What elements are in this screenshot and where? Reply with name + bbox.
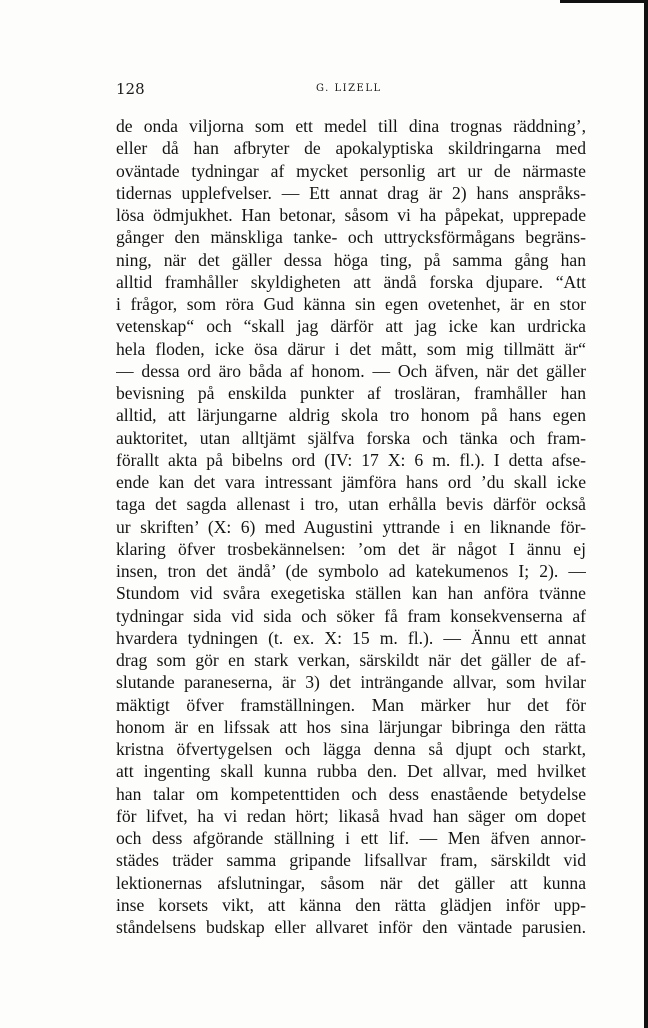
text-line: förallt akta på bibelns ord (IV: 17 X: 6 m. fl.). I detta afse- — [116, 449, 586, 470]
text-line: slutande paraneserna, är 3) det inträngande allvar, som hvilar — [116, 672, 586, 693]
text-line: honom är en lifssak att hos sina lärjungar bibringa den rätta — [116, 716, 586, 737]
text-line: gånger den mänskliga tanke- och uttrycksförmågans begräns- — [116, 227, 586, 248]
text-line: ende kan det vara intressant jämföra hans ord ’du skall icke — [116, 472, 586, 492]
text-line: Stundom vid svåra exegetiska ställen kan han anföra tvänne — [116, 583, 586, 604]
text-line: ståndelsens budskap eller allvaret inför den väntade parusien. — [116, 917, 586, 937]
text-line: i frågor, som röra Gud känna sin egen ovetenhet, är en stor — [116, 294, 586, 314]
body-text — [116, 115, 586, 938]
page-number: 128 — [116, 80, 145, 98]
page-header — [116, 80, 586, 100]
text-line: insen, tron det ändå’ (de symbolo ad katekumenos I; 2). — — [116, 561, 586, 581]
text-line: att ingenting skall kunna rubba den. Det allvar, med hvilket — [116, 761, 586, 782]
text-line: ur skriften’ (X: 6) med Augustini yttrande i en liknande för- — [116, 516, 586, 537]
text-line: han talar om kompetenttiden och dess enastående betydelse — [116, 783, 586, 804]
text-line: mäktigt öfver framställningen. Man märker hur det för — [116, 694, 586, 715]
running-head: G. LIZELL — [316, 83, 382, 94]
text-line: lektionernas afslutningar, såsom när det gäller att kunna — [116, 872, 586, 893]
text-line: lösa ödmjukhet. Han betonar, såsom vi ha påpekat, upprepade — [116, 205, 586, 225]
scan-edge-top — [560, 0, 648, 3]
text-line: inse korsets vikt, att känna den rätta glädjen inför upp- — [116, 894, 586, 915]
text-line: tydningar sida vid sida och söker få fram konsekvenserna af — [116, 605, 586, 626]
text-line: kristna öfvertygelsen och lägga denna så djupt och starkt, — [116, 739, 586, 759]
text-line: bevisning på enskilda punkter af trosläran, framhåller han — [116, 383, 586, 403]
text-line: städes träder samma gripande lifsallvar fram, särskildt vid — [116, 850, 586, 871]
text-line: auktoritet, utan alltjämt själfva forska och tänka och fram- — [116, 427, 586, 448]
text-line: alltid, att lärjungarne aldrig skola tro honom på hans egen — [116, 405, 586, 426]
text-line: alltid framhåller skyldigheten att ändå forska djupare. “Att — [116, 271, 586, 292]
text-line: drag som gör en stark verkan, särskildt när det gäller de af- — [116, 650, 586, 670]
text-line: taga det sagda allenast i tro, utan erhålla bevis därför också — [116, 494, 586, 515]
scan-edge-right — [644, 0, 648, 1028]
text-line: hvardera tydningen (t. ex. X: 15 m. fl.). — Ännu ett annat — [116, 627, 586, 648]
text-line: — dessa ord äro båda af honom. — Och äfven, när det gäller — [116, 360, 586, 381]
text-line: de onda viljorna som ett medel till dina trognas räddning’, — [116, 116, 586, 136]
text-line: och dess afgörande ställning i ett lif. — Men äfven annor- — [116, 828, 586, 848]
text-line: eller då han afbryter de apokalyptiska skildringarna med — [116, 138, 586, 159]
text-line: ning, när det gäller dessa höga ting, på samma gång han — [116, 249, 586, 270]
text-line: klaring öfver trosbekännelsen: ’om det är något I ännu ej — [116, 538, 586, 559]
text-line: tidernas upplefvelser. — Ett annat drag är 2) hans anspråks- — [116, 182, 586, 203]
text-line: vetenskap“ och “skall jag därför att jag icke kan urdricka — [116, 316, 586, 337]
text-line: hela floden, icke ösa därur i det mått, som mig tillmätt är“ — [116, 338, 586, 359]
text-line: för lifvet, ha vi redan hört; likaså hvad han säger om dopet — [116, 805, 586, 826]
text-line: oväntade tydningar af mycket personlig art ur de närmaste — [116, 160, 586, 181]
